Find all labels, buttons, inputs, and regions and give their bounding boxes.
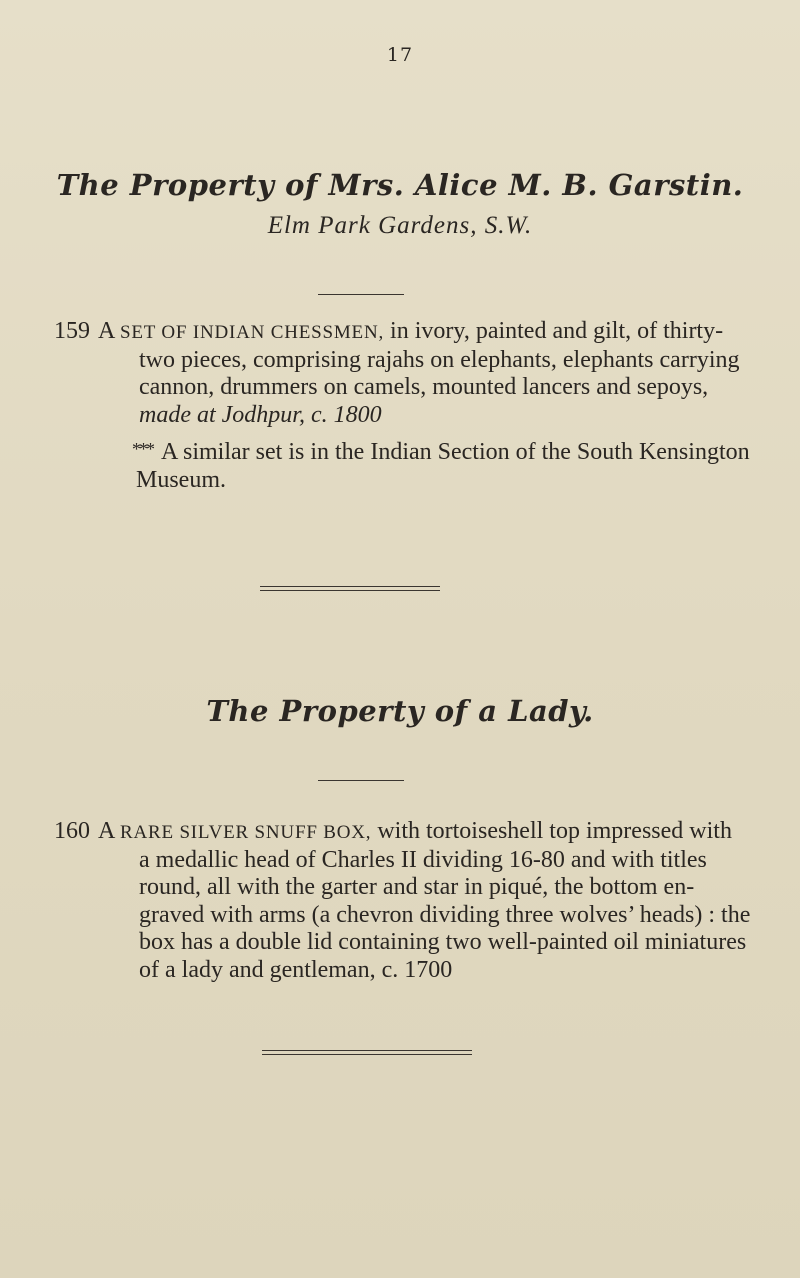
lot-line: a medallic head of Charles II dividing 16-80 and with titles [139,846,707,873]
lot-line: two pieces, comprising rajahs on elephants, elephants carrying [139,346,740,373]
note-line: Museum. [136,466,226,493]
lot-text: A [98,318,115,344]
section-heading-garstin: The Property of Mrs. Alice M. B. Garstin. [56,168,744,202]
double-divider [262,1050,472,1055]
asterism-icon: *** [132,439,153,459]
page-number: 17 [386,44,414,66]
lot-number: 160 [54,818,90,844]
lot-159-note [132,436,752,494]
lot-text: in ivory, painted and gilt, of thirty- [390,318,724,344]
lot-line: cannon, drummers on camels, mounted lancers and sepoys, [139,374,709,400]
section-heading-lady: The Property of a Lady. [206,694,594,728]
short-divider [318,780,404,781]
lot-159 [54,318,740,429]
lot-title: RARE SILVER SNUFF BOX, [120,822,372,843]
section-subheading-address: Elm Park Gardens, S.W. [267,212,533,239]
lot-number: 159 [54,318,90,344]
lot-text: with tortoiseshell top impressed with [377,818,732,844]
lot-line [98,818,738,847]
lot-160 [54,818,751,984]
lot-title: SET OF INDIAN CHESSMEN, [120,322,385,343]
lot-line: round, all with the garter and star in piqué, the bottom en- [139,874,695,900]
lot-line: graved with arms (a chevron dividing three wolves’ heads) : the [139,901,751,928]
short-divider [318,294,404,295]
double-divider [260,586,440,591]
note-line [132,436,752,467]
lot-line [98,318,738,347]
lot-line: made at Jodhpur, c. 1800 [139,401,382,428]
note-text: A similar set is in the Indian Section of the South Kensington [161,439,750,465]
lot-line: of a lady and gentleman, c. 1700 [139,956,453,983]
lot-text: A [98,818,115,844]
lot-line: box has a double lid containing two well-painted oil miniatures [139,929,747,955]
